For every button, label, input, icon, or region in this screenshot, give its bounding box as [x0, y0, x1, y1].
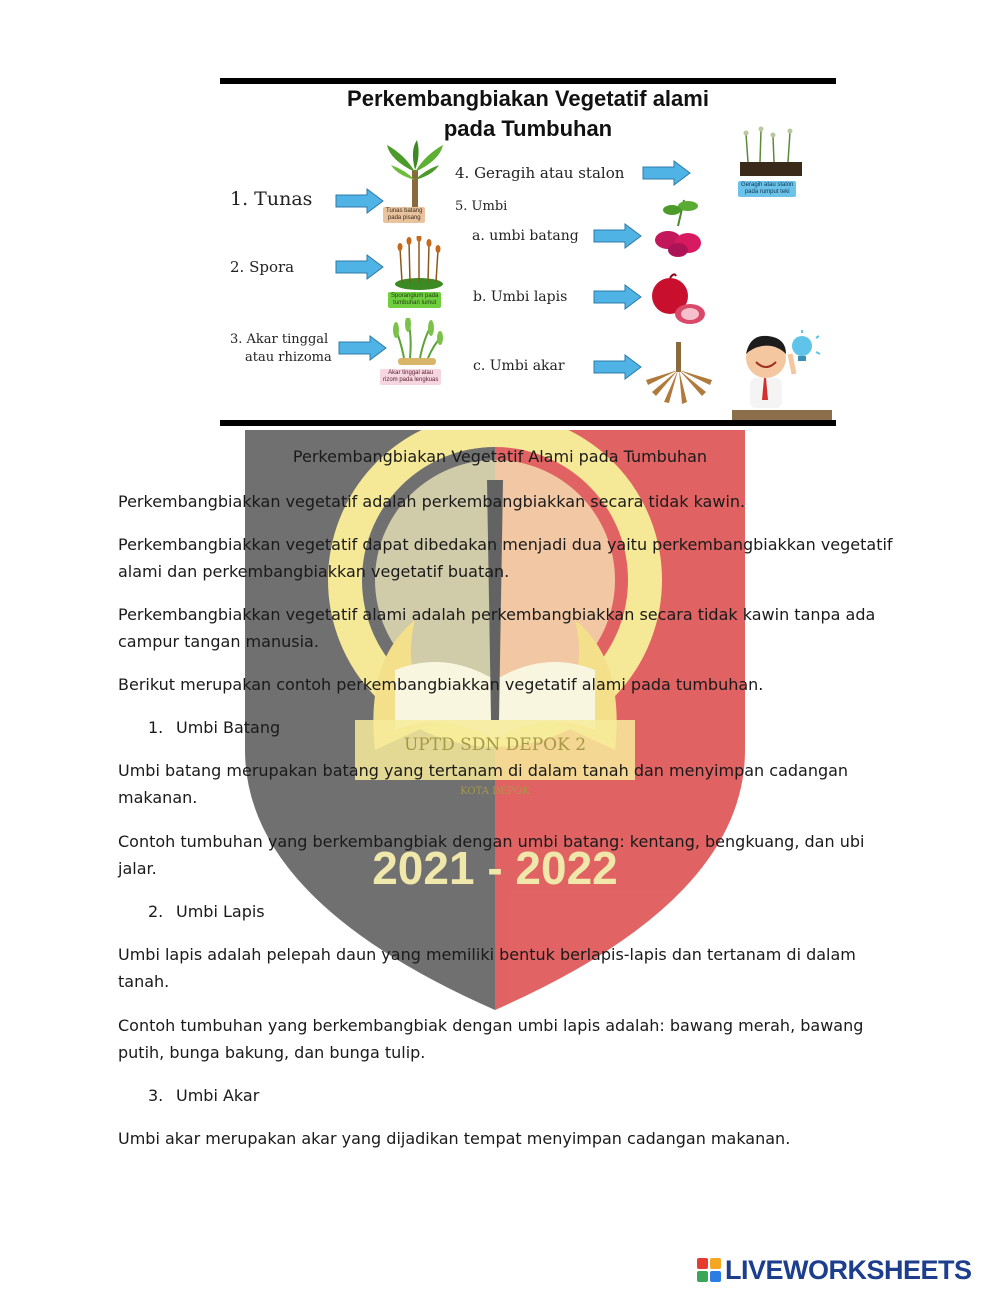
moss-plant-icon [392, 236, 447, 291]
watermark-school-text: UPTD SDN DEPOK 2 [403, 735, 587, 755]
arrow-right-icon [338, 335, 388, 361]
label-tunas: 1. Tunas [230, 188, 313, 210]
figure-caption: Perkembangbiakan Vegetatif Alami pada Tumbuhan [292, 447, 708, 466]
arrow-right-icon [642, 160, 692, 186]
infographic-title-line2: pada Tumbuhan [443, 116, 613, 141]
list-label: Umbi Akar [176, 1086, 260, 1105]
label-umbi-akar: c. Umbi akar [473, 358, 565, 374]
list-number: 2. [148, 902, 164, 921]
top-border [220, 78, 836, 84]
list-item-umbi-batang [148, 714, 280, 741]
arrow-right-icon [593, 354, 643, 380]
watermark-year-text: 2021 - 2022 [372, 842, 618, 894]
arrow-right-icon [593, 284, 643, 310]
liveworksheets-grid-icon [697, 1258, 721, 1282]
label-spora: 2. Spora [230, 258, 295, 276]
sweet-potato-icon [648, 196, 713, 261]
shallot-icon [646, 270, 708, 328]
list-number: 3. [148, 1086, 164, 1105]
grid-square [697, 1271, 708, 1282]
caption-spora-line2: tumbuhan lumut [393, 300, 437, 306]
paragraph-definition: Perkembangbiakkan vegetatif adalah perkembangbiakkan secara tidak kawin. [118, 492, 746, 511]
label-akar-line2: atau rhizoma [245, 350, 332, 365]
ginger-plant-icon [390, 318, 445, 368]
caption-spora-line1: Sporangium pada [391, 293, 439, 299]
liveworksheets-logo[interactable] [697, 1255, 972, 1285]
label-umbi: 5. Umbi [455, 199, 508, 214]
caption-spora [388, 292, 441, 308]
list-item-umbi-akar [148, 1082, 259, 1109]
cassava-root-icon [642, 340, 714, 406]
arrow-right-icon [335, 254, 385, 280]
paragraph-examples-intro: Berikut merupakan contoh perkembangbiakkan vegetatif alami pada tumbuhan. [118, 675, 764, 694]
label-umbi-lapis: b. Umbi lapis [473, 289, 568, 305]
arrow-right-icon [335, 188, 385, 214]
caption-tunas-line2: pada pisang [387, 215, 421, 221]
list-label: Umbi Batang [176, 718, 281, 737]
paragraph-umbi-lapis-def: Umbi lapis adalah pelepah daun yang memiliki bentuk berlapis-lapis dan tertanam di dalam tanah. [118, 945, 856, 991]
caption-akar [380, 369, 441, 385]
caption-geragih [738, 181, 796, 197]
arrow-right-icon [593, 223, 643, 249]
grid-square [710, 1258, 721, 1269]
paragraph-natural: Perkembangbiakkan vegetatif alami adalah perkembangbiakkan secara tidak kawin tanpa ada campur tangan manusia. [118, 605, 876, 651]
student-lightbulb-icon [732, 330, 832, 420]
label-geragih: 4. Geragih atau stalon [455, 164, 625, 182]
caption-geragih-line2: pada rumput teki [744, 189, 790, 195]
infographic-title-line1: Perkembangbiakan Vegetatif alami [347, 86, 709, 111]
grass-stolon-icon [738, 126, 804, 178]
grid-square [697, 1258, 708, 1269]
list-item-umbi-lapis [148, 898, 265, 925]
banana-plant-icon [385, 140, 445, 210]
paragraph-umbi-batang-def: Umbi batang merupakan batang yang tertanam di dalam tanah dan menyimpan cadangan makanan. [118, 761, 849, 807]
watermark-city-text: KOTA DEPOK [460, 786, 530, 797]
infographic-panel [220, 78, 836, 426]
paragraph-umbi-batang-examples: Contoh tumbuhan yang berkembangbiak dengan umbi batang: kentang, bengkuang, dan ubi jalar. [118, 832, 865, 878]
caption-tunas-line1: Tunas batang [386, 208, 423, 214]
paragraph-umbi-lapis-examples: Contoh tumbuhan yang berkembangbiak dengan umbi lapis adalah: bawang merah, bawang putih, bunga bakung, dan bunga tulip. [118, 1016, 864, 1062]
bottom-border [220, 420, 836, 426]
caption-akar-line1: Akar tinggal atau [388, 370, 434, 376]
label-akar-line1: 3. Akar tinggal [230, 332, 329, 347]
grid-square [710, 1271, 721, 1282]
caption-geragih-line1: Geragih atau stalon [741, 182, 794, 188]
caption-tunas [383, 207, 425, 223]
label-umbi-batang: a. umbi batang [472, 228, 579, 244]
paragraph-umbi-akar-def: Umbi akar merupakan akar yang dijadikan tempat menyimpan cadangan makanan. [118, 1129, 791, 1148]
paragraph-types: Perkembangbiakkan vegetatif dapat dibedakan menjadi dua yaitu perkembangbiakkan vegetatif alami dan perkembangbiakkan vegetatif buatan. [118, 535, 893, 581]
caption-akar-line2: rizom pada lengkuas [383, 377, 439, 383]
list-label: Umbi Lapis [176, 902, 265, 921]
list-number: 1. [148, 718, 164, 737]
liveworksheets-brand-text: LIVEWORKSHEETS [725, 1254, 972, 1285]
